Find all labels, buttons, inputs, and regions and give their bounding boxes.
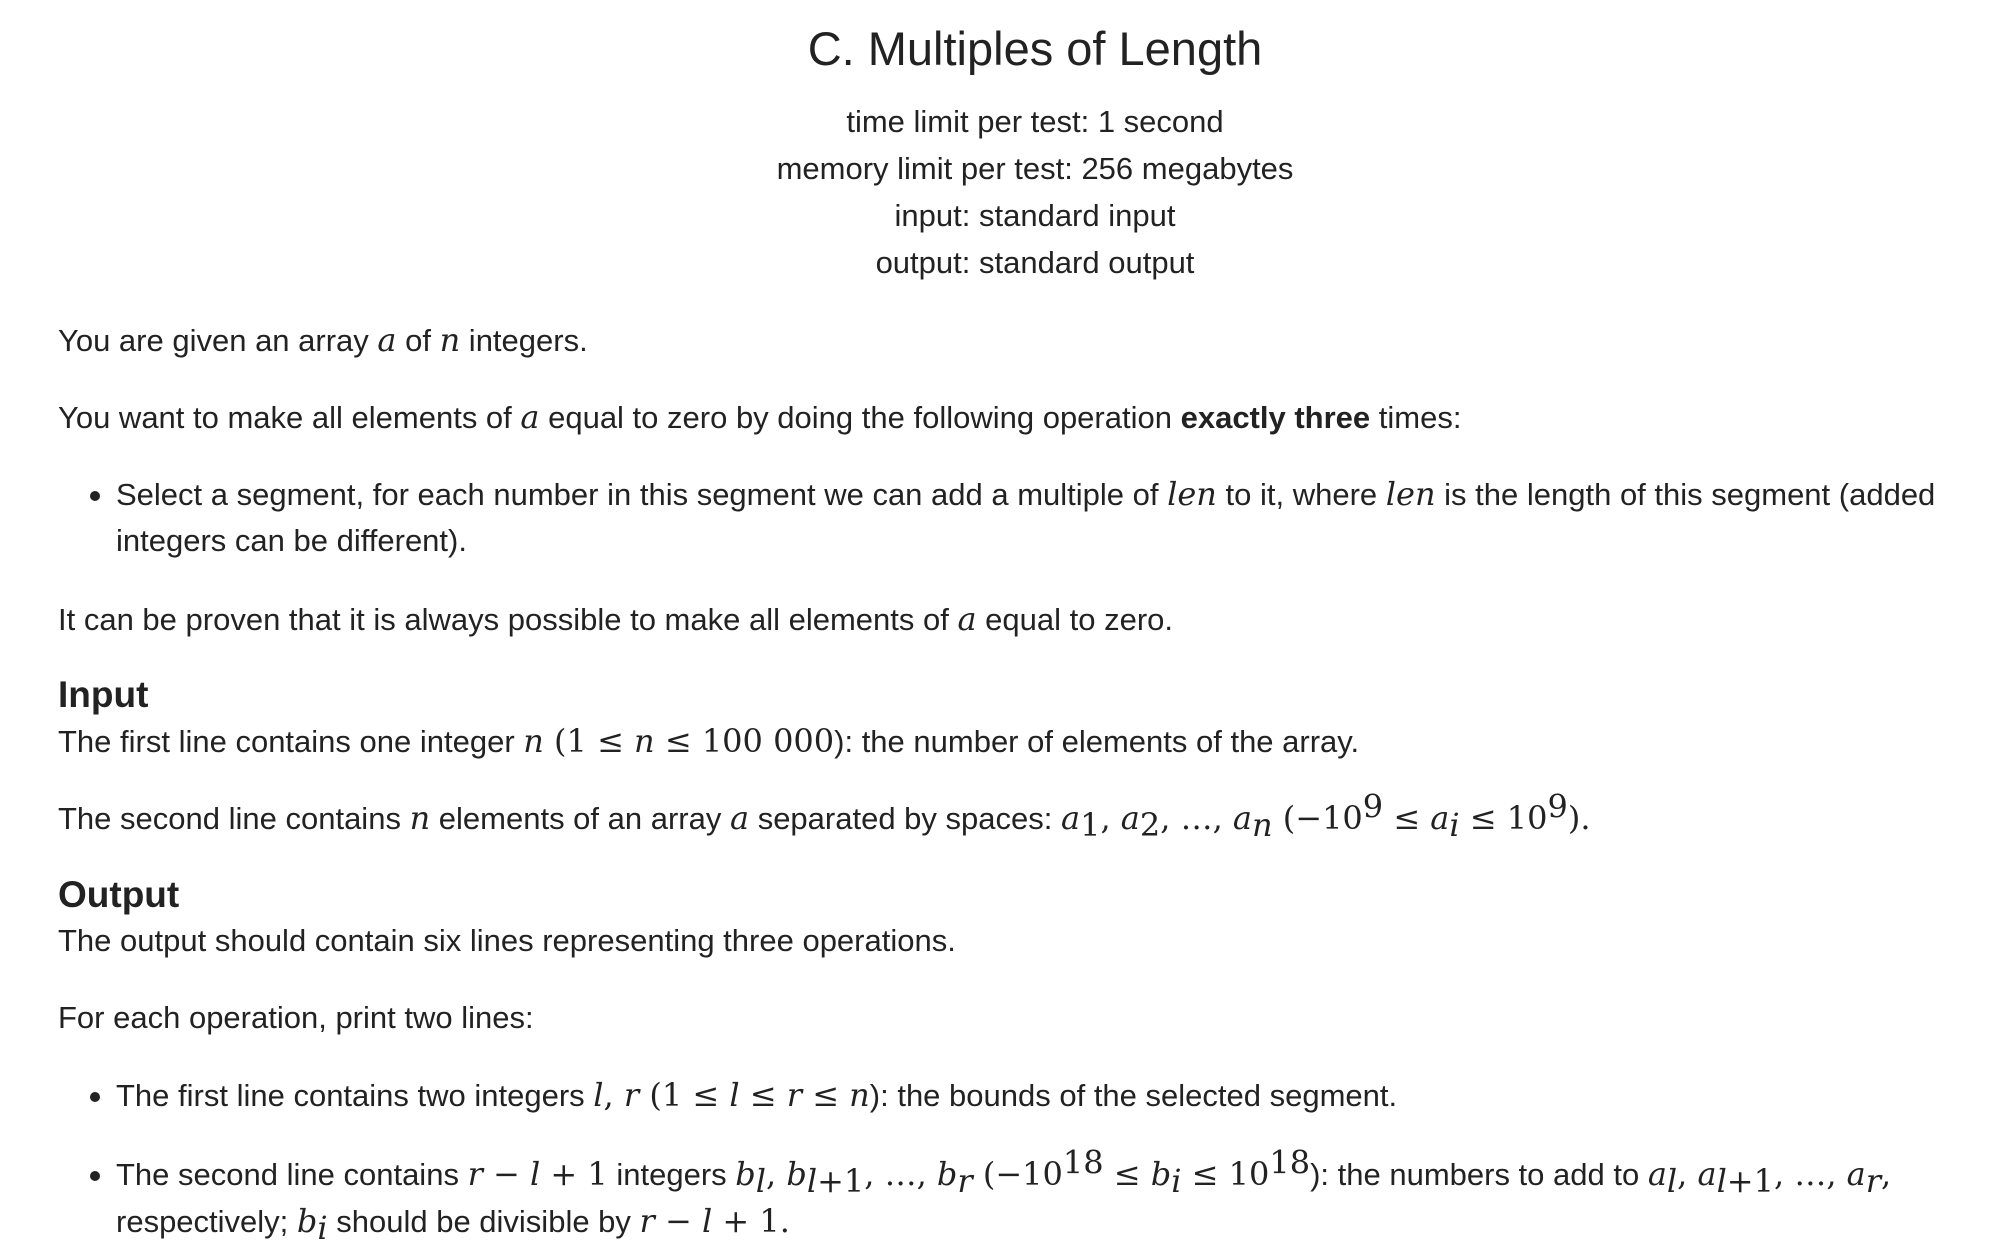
output-line-2: For each operation, print two lines: (58, 1000, 534, 1035)
emphasis-exactly-three: exactly three (1180, 400, 1371, 435)
bullet-dot-icon (90, 491, 100, 501)
input-heading: Input (58, 674, 149, 715)
memory-limit: memory limit per test: 256 megabytes (776, 151, 1294, 186)
output-bullet-1: The first line contains two integers l, r (1 ≤ l ≤ r ≤ n): the bounds of the selected segment. (58, 1072, 1988, 1119)
output-type: output: standard output (875, 245, 1195, 280)
statement-bullet: Select a segment, for each number in this segment we can add a multiple of len to it, where len is the length of this segment (added integers can be different). (58, 471, 1988, 564)
bullet-dot-icon (90, 1171, 100, 1181)
bullet-dot-icon (90, 1092, 100, 1102)
output-line-1: The output should contain six lines representing three operations. (58, 923, 956, 958)
statement-paragraph-1: You are given an array a of n integers. (58, 321, 588, 359)
input-type: input: standard input (894, 198, 1176, 233)
statement-paragraph-2: You want to make all elements of a equal to zero by doing the following operation exactly three times: (58, 398, 1462, 436)
time-limit: time limit per test: 1 second (846, 104, 1224, 139)
input-line-2: The second line contains n elements of an array a separated by spaces: $a_1$, $a_2$, …, $a_n$ $(-10^9 \le a_i \le 10^9)$. (58, 787, 1591, 845)
output-heading: Output (58, 874, 180, 915)
output-bullet-2: The second line contains r − l + 1 integers $b_l$, $b_{l+1}$, …, $b_r$ $(-10^{18} \le b_i \le 10^{18})$: the numbers to add to $a_l$, $a_{l+1}$, …, $a_r$, respectively; $b_i$ should be divisible by r − l + 1. (58, 1151, 1988, 1245)
problem-header (0, 14, 2002, 286)
statement-paragraph-3: It can be proven that it is always possible to make all elements of a equal to zero. (58, 600, 1174, 638)
problem-title: C. Multiples of Length (807, 22, 1263, 75)
input-line-1: The first line contains one integer n (1 ≤ n ≤ 100 000): the number of elements of the array. (58, 722, 1360, 760)
